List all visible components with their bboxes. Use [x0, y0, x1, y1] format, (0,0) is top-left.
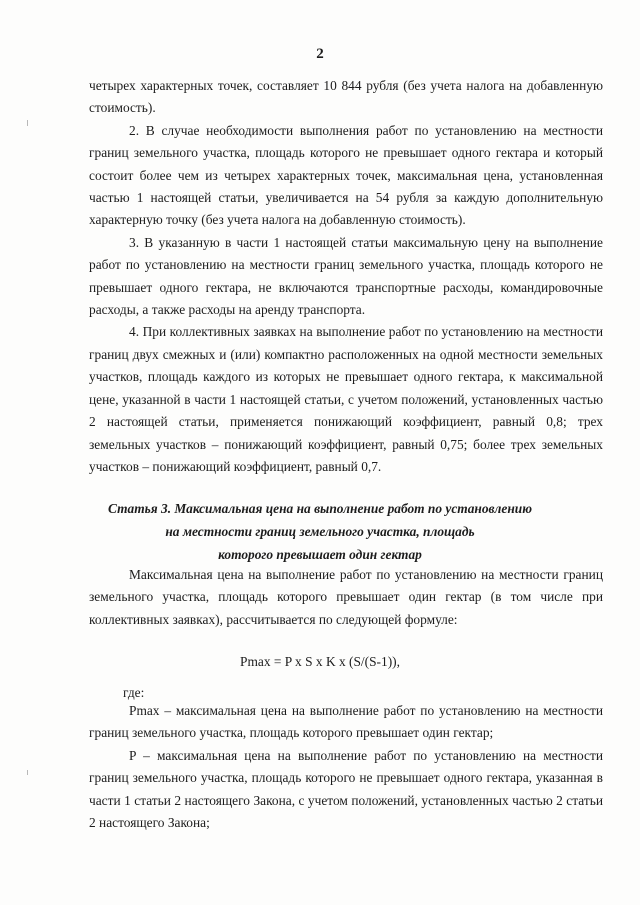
- page-number: 2: [316, 46, 324, 62]
- where-label: где:: [123, 685, 145, 700]
- paragraph-3: 3. В указанную в части 1 настоящей статьи максимальную цену на выполнение работ по установлению на местности границ земельного участка, площадь которого не превышает одного гектара, не включаются транспортные расходы, командировочные расходы, а также расходы на аренду транспорта.: [89, 234, 603, 318]
- top-paragraphs: [89, 75, 603, 478]
- article-heading-line-2: на местности границ земельного участка, площадь: [165, 524, 475, 539]
- article-heading-line-1: Статья 3. Максимальная цена на выполнение работ по установлению: [108, 501, 532, 516]
- article-3-intro: Максимальная цена на выполнение работ по установлению на местности границ земельного участка, площадь которого превышает один гектар (в том числе при коллективных заявках), рассчитывается по следующей формуле:: [89, 567, 603, 627]
- article-3-heading: [0, 497, 640, 566]
- paragraph-4: 4. При коллективных заявках на выполнение работ по установлению на местности границ двух смежных и (или) компактно расположенных на одной местности земельных участков, площадь каждого из которых не превышает одного гектара, к максимальной цене, указанной в части 1 настоящей статьи, с учетом положений, установленных частью 2 настоящей статьи, применяется понижающий коэффициент, равный 0,8; трех земельных участков – понижающий коэффициент, равный 0,75; более трех земельных участков – понижающий коэффициент, равный 0,7.: [89, 324, 603, 474]
- paragraph-2: 2. В случае необходимости выполнения работ по установлению на местности границ земельного участка, площадь которого не превышает одного гектара и который состоит более чем из четырех характерных точек, максимальная цена, установленная частью 1 настоящей статьи, увеличивается на 54 рубля за каждую дополнительную характерную точку (без учета налога на добавленную стоимость).: [89, 122, 603, 228]
- article-heading-line-3: которого превышает один гектар: [218, 547, 422, 562]
- article-3-intro-block: [89, 564, 603, 631]
- definition-p: P – максимальная цена на выполнение работ по установлению на местности границ земельного участка, площадь которого не превышает одного гектара, указанная в части 1 статьи 2 настоящего Закона, с учетом положений, установленных частью 2 статьи 2 настоящего Закона;: [89, 747, 603, 831]
- paragraph-continuation: четырех характерных точек, составляет 10 844 рубля (без учета налога на добавленную стоимость).: [89, 78, 603, 116]
- definition-pmax: Pmax – максимальная цена на выполнение работ по установлению на местности границ земельного участка, площадь которого превышает один гектар;: [89, 703, 603, 741]
- scan-margin-mark-bottom: [27, 770, 28, 775]
- formula: Pmax = P x S x K x (S/(S-1)),: [240, 654, 400, 669]
- scan-margin-mark-top: [27, 120, 28, 126]
- definitions-block: [89, 700, 603, 834]
